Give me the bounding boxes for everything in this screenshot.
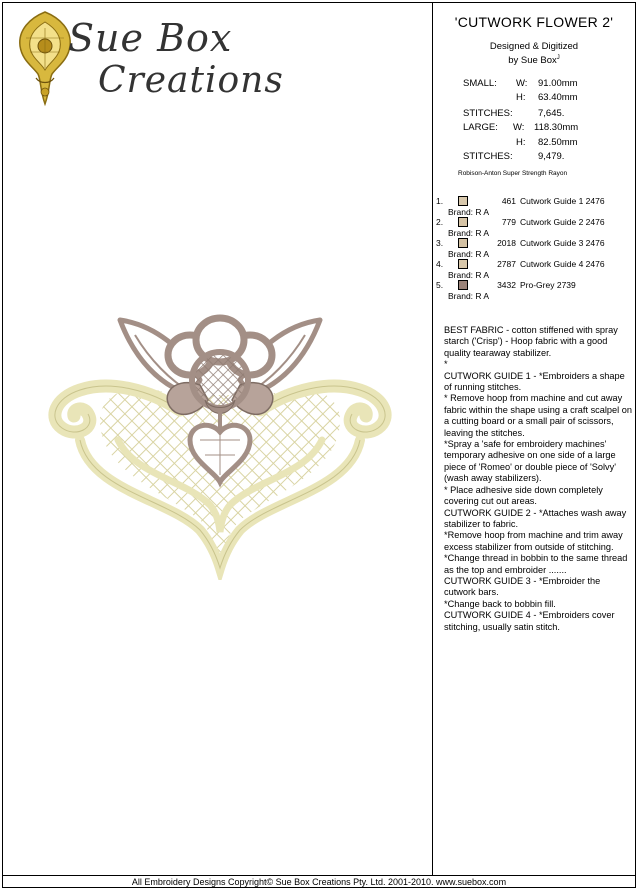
color-brand: Brand: R A bbox=[448, 270, 490, 280]
color-code: 2787 bbox=[497, 259, 516, 269]
color-brand: Brand: R A bbox=[448, 249, 490, 259]
color-brand: Brand: R A bbox=[448, 228, 490, 238]
instruction-line: * Place adhesive side down completely covering cut out areas. bbox=[444, 484, 603, 507]
color-number: 3. bbox=[436, 238, 444, 248]
designed-by-line: Designed & Digitized bbox=[489, 41, 579, 52]
color-name: Cutwork Guide 4 2476 bbox=[520, 259, 605, 269]
color-number: 5. bbox=[436, 280, 444, 290]
instruction-line: * Remove hoop from machine and cut away fabric within the shape using a craft scalpel on a cutting board or a small pair of scissors, leaving the stitches. bbox=[444, 393, 632, 438]
instructions-block bbox=[444, 325, 632, 633]
instruction-line: CUTWORK GUIDE 1 - *Embroiders a shape of running stitches. bbox=[444, 370, 625, 393]
large-width: 118.30mm bbox=[534, 122, 579, 133]
instruction-line: BEST FABRIC - cotton stiffened with spray starch ('Crisp') - Hoop fabric with a good quality tearaway stabilizer. bbox=[444, 325, 618, 358]
color-name: Cutwork Guide 2 2476 bbox=[520, 217, 605, 227]
color-name: Cutwork Guide 1 2476 bbox=[520, 196, 605, 206]
thread-brand-note: Robison-Anton Super Strength Rayon bbox=[458, 170, 568, 177]
color-swatch-2 bbox=[458, 217, 468, 227]
large-w-label: W: bbox=[513, 122, 525, 133]
small-h-label: H: bbox=[516, 92, 526, 103]
small-stitches: 7,645. bbox=[538, 108, 565, 119]
small-stitches-label: STITCHES: bbox=[463, 108, 513, 119]
large-h-label: H: bbox=[516, 137, 526, 148]
tm-mark: J bbox=[556, 55, 560, 61]
color-code: 779 bbox=[501, 217, 516, 227]
instruction-line: CUTWORK GUIDE 2 - *Attaches wash away stabilizer to fabric. bbox=[444, 507, 627, 529]
by-line bbox=[436, 55, 632, 66]
large-stitches: 9,479. bbox=[538, 151, 565, 162]
logo-text-line1: Sue Box bbox=[68, 16, 233, 60]
instruction-line: CUTWORK GUIDE 3 - *Embroider the cutwork bars. bbox=[444, 575, 601, 598]
large-height: 82.50mm bbox=[538, 137, 578, 148]
small-height: 63.40mm bbox=[538, 92, 578, 103]
small-w-label: W: bbox=[516, 78, 528, 89]
color-name: Cutwork Guide 3 2476 bbox=[520, 238, 605, 248]
color-swatch-1 bbox=[458, 196, 468, 206]
color-number: 4. bbox=[436, 259, 444, 269]
color-code: 461 bbox=[501, 196, 516, 206]
instruction-line: *Spray a 'safe for embroidery machines' temporary adhesive on one side of a large piece of 'Romeo' or double piece of 'Solvy' (wash away stabilizers). bbox=[444, 439, 616, 484]
small-width: 91.00mm bbox=[538, 78, 578, 89]
by-line-text: by Sue Box bbox=[508, 55, 557, 67]
color-number: 1. bbox=[436, 196, 444, 206]
color-swatch-3 bbox=[458, 238, 468, 248]
design-title: 'CUTWORK FLOWER 2' bbox=[454, 14, 614, 30]
instruction-line: * bbox=[444, 359, 448, 370]
logo bbox=[10, 8, 284, 113]
instruction-line: CUTWORK GUIDE 4 - *Embroiders cover stitching, usually satin stitch. bbox=[444, 610, 615, 632]
color-code: 2018 bbox=[497, 238, 516, 248]
color-swatch-4 bbox=[458, 259, 468, 269]
large-label: LARGE: bbox=[463, 122, 498, 133]
instruction-line: *Change thread in bobbin to the same thread as the top and embroider ....... bbox=[444, 553, 628, 575]
logo-text-line2: Creations bbox=[98, 60, 284, 101]
color-brand: Brand: R A bbox=[448, 291, 490, 301]
color-code: 3432 bbox=[497, 280, 516, 290]
instruction-line: *Remove hoop from machine and trim away excess stabilizer from outside of stitching. bbox=[444, 530, 623, 552]
instruction-line: *Change back to bobbin fill. bbox=[444, 598, 556, 609]
large-stitches-label: STITCHES: bbox=[463, 151, 513, 162]
color-swatch-5 bbox=[458, 280, 468, 290]
cutwork-flower-design bbox=[40, 300, 400, 580]
color-number: 2. bbox=[436, 217, 444, 227]
column-divider bbox=[432, 2, 433, 875]
small-label: SMALL: bbox=[463, 78, 497, 89]
copyright-footer: All Embroidery Designs Copyright© Sue Box Creations Pty. Ltd. 2001-2010. www.suebox.com bbox=[131, 877, 507, 887]
color-name: Pro-Grey 2739 bbox=[520, 280, 576, 290]
color-brand: Brand: R A bbox=[448, 207, 490, 217]
